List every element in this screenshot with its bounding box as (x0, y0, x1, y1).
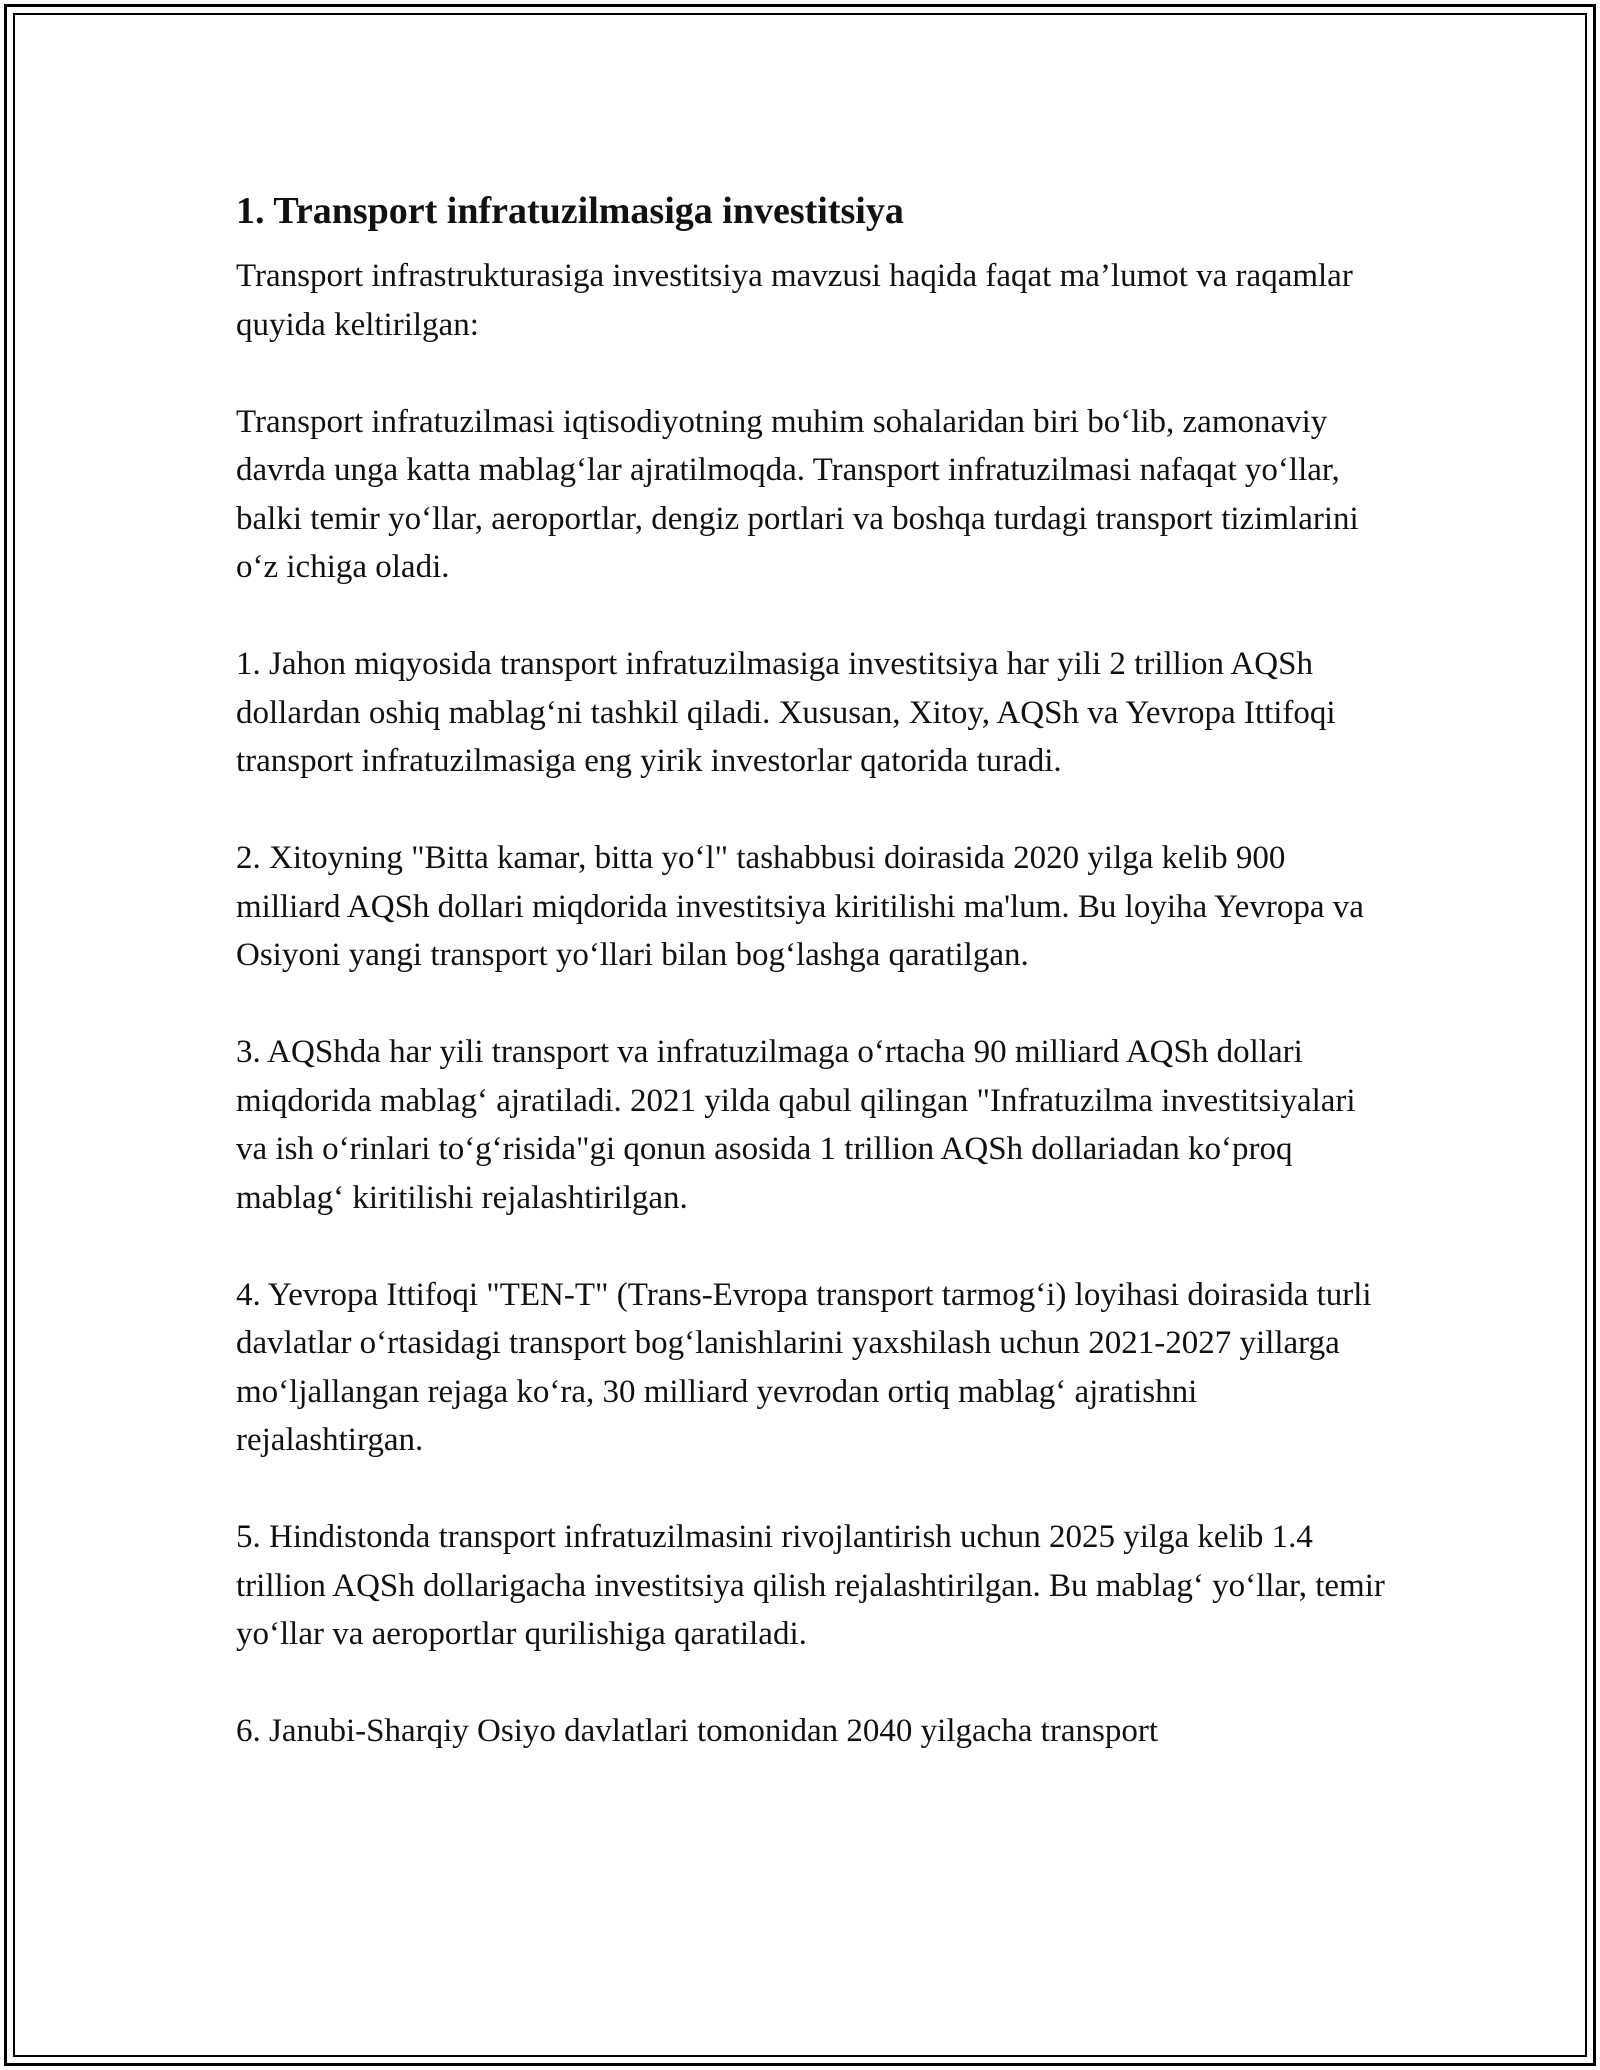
intro-paragraph: Transport infrastrukturasiga investitsiya mavzusi haqida faqat ma’lumot va raqamlar quyida keltirilgan: (236, 258, 1353, 343)
list-item-6: 6. Janubi-Sharqiy Osiyo davlatlari tomonidan 2040 yilgacha transport (236, 1713, 1158, 1749)
section-heading: 1. Transport infratuzilmasiga investitsiya (236, 190, 904, 232)
overview-paragraph: Transport infratuzilmasi iqtisodiyotning muhim sohalaridan biri bo‘lib, zamonaviy davrda unga katta mablag‘lar ajratilmoqda. Transport infratuzilmasi nafaqat yo‘llar, balki temir yo‘llar, aeroportlar, dengiz portlari va boshqa turdagi transport tizimlarini o‘z ichiga oladi. (236, 403, 1359, 585)
list-item-2: 2. Xitoyning "Bitta kamar, bitta yo‘l" tashabbusi doirasida 2020 yilga kelib 900 milliard AQSh dollari miqdorida investitsiya kiritilishi ma'lum. Bu loyiha Yevropa va Osiyoni yangi transport yo‘llari bilan bog‘lashga qaratilgan. (236, 840, 1364, 973)
list-item-3: 3. AQShda har yili transport va infratuzilmaga o‘rtacha 90 milliard AQSh dollari miqdorida mablag‘ ajratiladi. 2021 yilda qabul qilingan "Infratuzilma investitsiyalari va ish o‘rinlari to‘g‘risida"gi qonun asosida 1 trillion AQSh dollariadan ko‘proq mablag‘ kiritilishi rejalashtirilgan. (236, 1034, 1356, 1216)
list-item-1: 1. Jahon miqyosida transport infratuzilmasiga investitsiya har yili 2 trillion AQSh dollardan oshiq mablag‘ni tashkil qiladi. Xususan, Xitoy, AQSh va Yevropa Ittifoqi transport infratuzilmasiga eng yirik investorlar qatorida turadi. (236, 646, 1336, 779)
list-item-4: 4. Yevropa Ittifoqi "TEN-T" (Trans-Evropa transport tarmog‘i) loyihasi doirasida turli davlatlar o‘rtasidagi transport bog‘lanishlarini yaxshilash uchun 2021-2027 yillarga mo‘ljallangan rejaga ko‘ra, 30 milliard yevrodan ortiq mablag‘ ajratishni rejalashtirgan. (236, 1276, 1372, 1458)
list-item-5: 5. Hindistonda transport infratuzilmasini rivojlantirish uchun 2025 yilga kelib 1.4 trillion AQSh dollarigacha investitsiya qilish rejalashtirilgan. Bu mablag‘ yo‘llar, temir yo‘llar va aeroportlar qurilishiga qaratiladi. (236, 1519, 1385, 1652)
document-body (236, 186, 1386, 1804)
